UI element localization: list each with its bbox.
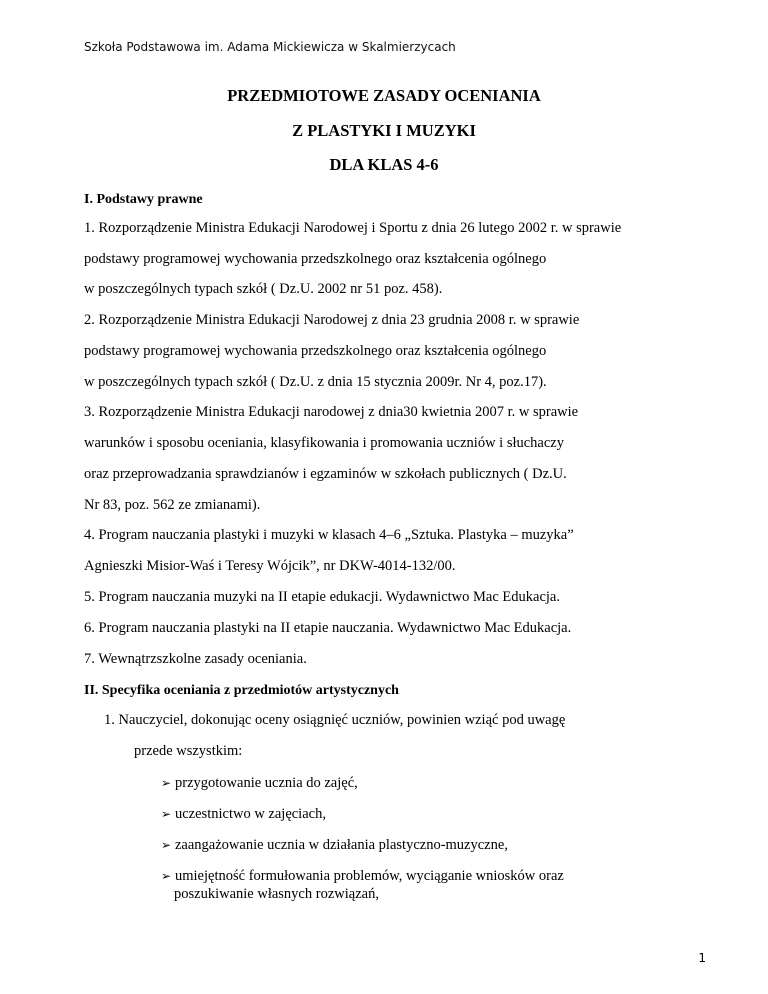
- legal-item-2-line-3: w poszczególnych typach szkół ( Dz.U. z dnia 15 stycznia 2009r. Nr 4, poz.17).: [84, 374, 547, 390]
- legal-item-4-line-1: 4. Program nauczania plastyki i muzyki w klasach 4–6 „Sztuka. Plastyka – muzyka”: [84, 527, 574, 543]
- legal-item-1-line-1: 1. Rozporządzenie Ministra Edukacji Narodowej i Sportu z dnia 26 lutego 2002 r. w sprawie: [84, 220, 622, 236]
- bullet-item: [161, 806, 326, 823]
- arrow-bullet-icon: ➢: [161, 869, 172, 883]
- legal-item-7: 7. Wewnątrzszkolne zasady oceniania.: [84, 651, 307, 667]
- legal-item-3-line-3: oraz przeprowadzania sprawdzianów i egzaminów w szkołach publicznych ( Dz.U.: [84, 466, 567, 482]
- bullet-text: uczestnictwo w zajęciach,: [175, 806, 326, 822]
- arrow-bullet-icon: ➢: [161, 838, 172, 852]
- bullet-text: zaangażowanie ucznia w działania plastyczno-muzyczne,: [175, 837, 508, 853]
- arrow-bullet-icon: ➢: [161, 776, 172, 790]
- document-title-line-1: PRZEDMIOTOWE ZASADY OCENIANIA: [227, 86, 541, 105]
- running-header: Szkoła Podstawowa im. Adama Mickiewicza w Skalmierzycach: [84, 40, 456, 54]
- bullet-text: przygotowanie ucznia do zajęć,: [175, 775, 358, 791]
- assessment-point-1-line-1: 1. Nauczyciel, dokonując oceny osiągnięć uczniów, powinien wziąć pod uwagę: [104, 712, 566, 728]
- section-heading-assessment-specifics: II. Specyfika oceniania z przedmiotów artystycznych: [84, 683, 399, 698]
- section-heading-legal-basis: I. Podstawy prawne: [84, 192, 203, 207]
- legal-item-3-line-2: warunków i sposobu oceniania, klasyfikowania i promowania uczniów i słuchaczy: [84, 435, 564, 451]
- document-title-line-2: Z PLASTYKI I MUZYKI: [292, 121, 476, 140]
- legal-item-2-line-1: 2. Rozporządzenie Ministra Edukacji Narodowej z dnia 23 grudnia 2008 r. w sprawie: [84, 312, 580, 328]
- bullet-item: [161, 775, 358, 792]
- bullet-item: [161, 837, 508, 854]
- page-number: 1: [698, 951, 706, 965]
- legal-item-1-line-3: w poszczególnych typach szkół ( Dz.U. 2002 nr 51 poz. 458).: [84, 281, 443, 297]
- legal-item-3-line-4: Nr 83, poz. 562 ze zmianami).: [84, 497, 261, 513]
- bullet-item: [161, 868, 564, 885]
- document-title-line-3: DLA KLAS 4-6: [329, 155, 439, 174]
- bullet-text: umiejętność formułowania problemów, wyciąganie wniosków oraz: [175, 868, 564, 884]
- legal-item-4-line-2: Agnieszki Misior-Waś i Teresy Wójcik”, nr DKW-4014-132/00.: [84, 558, 456, 574]
- legal-item-3-line-1: 3. Rozporządzenie Ministra Edukacji narodowej z dnia30 kwietnia 2007 r. w sprawie: [84, 404, 579, 420]
- assessment-point-1-line-2: przede wszystkim:: [134, 743, 243, 759]
- legal-item-5: 5. Program nauczania muzyki na II etapie edukacji. Wydawnictwo Mac Edukacja.: [84, 589, 560, 605]
- legal-item-6: 6. Program nauczania plastyki na II etapie nauczania. Wydawnictwo Mac Edukacja.: [84, 620, 572, 636]
- legal-item-2-line-2: podstawy programowej wychowania przedszkolnego oraz kształcenia ogólnego: [84, 343, 547, 359]
- legal-item-1-line-2: podstawy programowej wychowania przedszkolnego oraz kształcenia ogólnego: [84, 251, 547, 267]
- arrow-bullet-icon: ➢: [161, 807, 172, 821]
- bullet-item-continuation: poszukiwanie własnych rozwiązań,: [174, 886, 379, 902]
